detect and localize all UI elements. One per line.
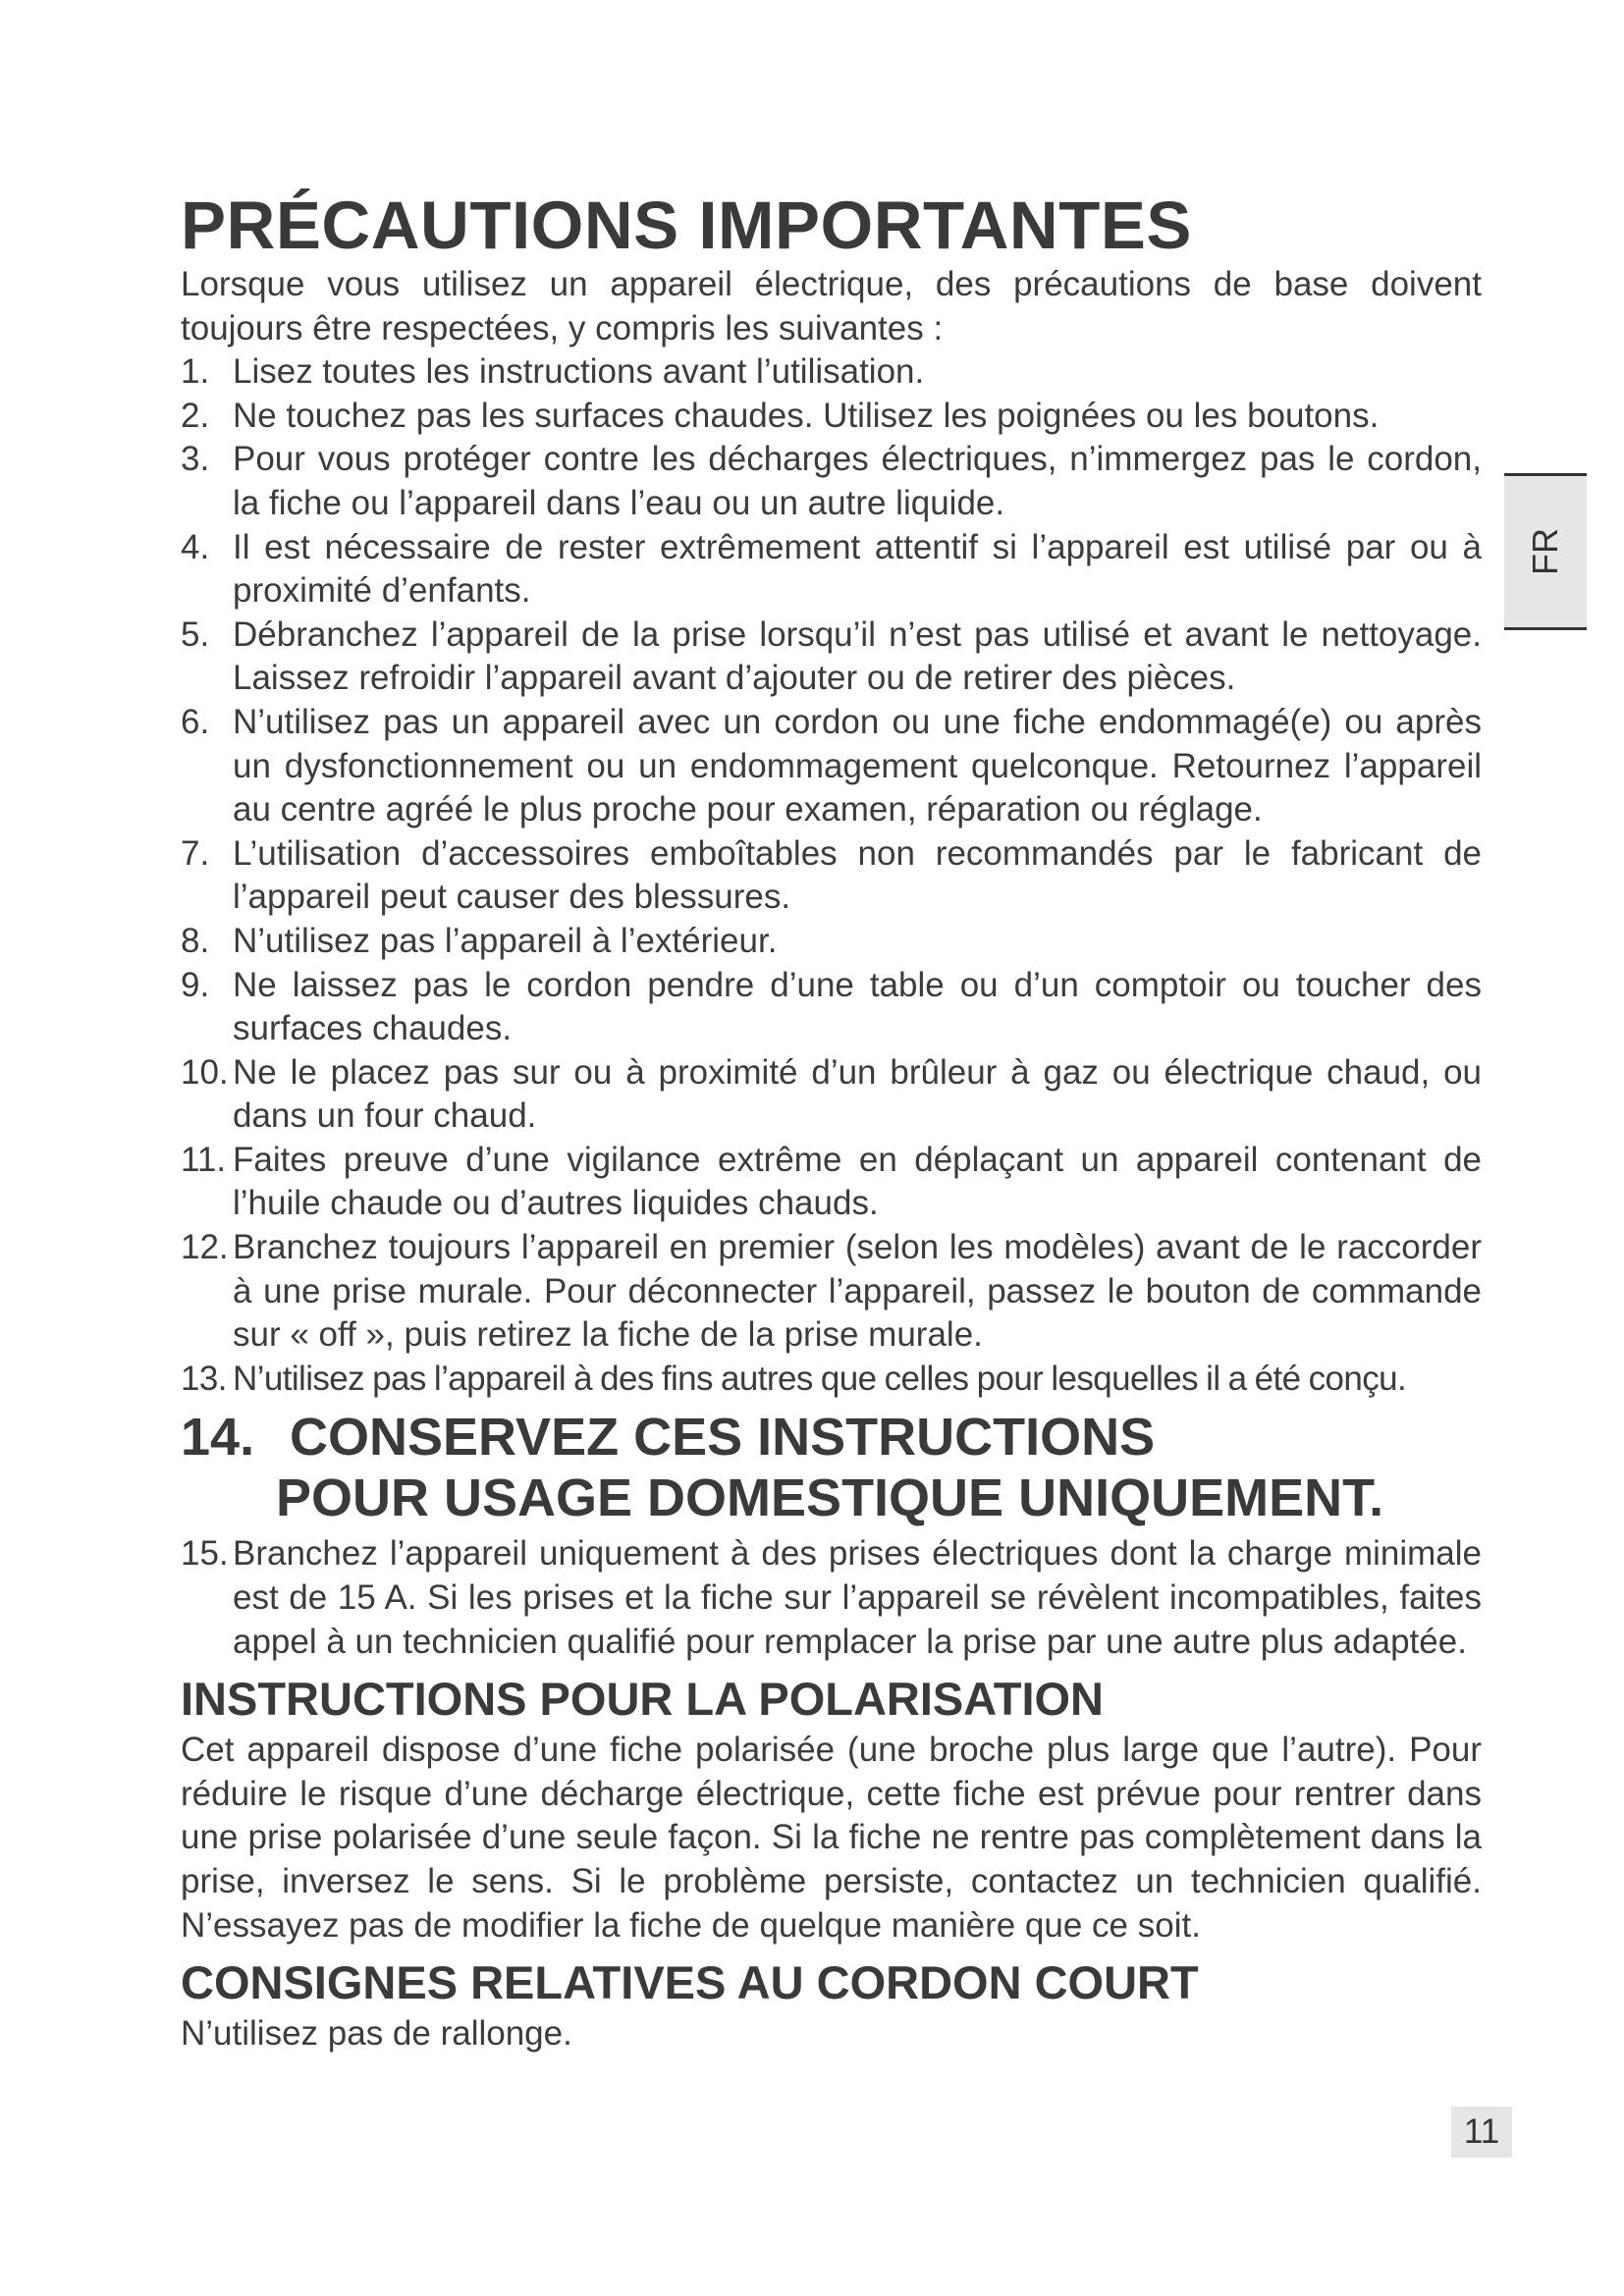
item-text: Lisez toutes les instructions avant l’utilisation. bbox=[233, 352, 925, 392]
list-item bbox=[181, 1051, 1482, 1139]
item-text: Branchez l’appareil uniquement à des prises électriques dont la charge minimale est de 15 A. Si les prises et la fiche sur l’appareil se révèlent incompatibles, faites appel à un technicien qualifié pour remplacer la prise par une autre plus adaptée. bbox=[233, 1534, 1482, 1661]
page-title: PRÉCAUTIONS IMPORTANTES bbox=[181, 187, 1192, 263]
short-cord-text: N’utilisez pas de rallonge. bbox=[181, 2014, 572, 2054]
page-number: 11 bbox=[1451, 2107, 1512, 2158]
item-number: 10. bbox=[181, 1052, 229, 1092]
save-instructions-heading bbox=[181, 1407, 1482, 1528]
short-cord-heading: CONSIGNES RELATIVES AU CORDON COURT bbox=[181, 1956, 1199, 2009]
item-text: Il est nécessaire de rester extrêmement attentif si l’appareil est utilisé par ou à proximité d’enfants. bbox=[233, 527, 1482, 611]
list-item bbox=[181, 920, 1482, 964]
item-text: N’utilisez pas l’appareil à l’extérieur. bbox=[233, 921, 778, 960]
item-number: 5. bbox=[181, 614, 210, 654]
list-item bbox=[181, 350, 1482, 395]
item-number: 12. bbox=[181, 1228, 229, 1267]
list-item bbox=[181, 1226, 1482, 1358]
list-item bbox=[181, 832, 1482, 920]
item-number: 6. bbox=[181, 702, 210, 741]
heading-line: POUR USAGE DOMESTIQUE UNIQUEMENT. bbox=[276, 1468, 1384, 1528]
item-number: 8. bbox=[181, 921, 210, 960]
item-text: N’utilisez pas un appareil avec un cordon ou une fiche endommagé(e) ou après un dysfonctionnement ou un endommagement quelconque. Retournez l’appareil au centre agréé le plus proche pour examen, réparation ou réglage. bbox=[233, 702, 1482, 829]
item-number: 14. bbox=[181, 1408, 255, 1468]
item-text: L’utilisation d’accessoires emboîtables non recommandés par le fabricant de l’appareil peut causer des blessures. bbox=[233, 833, 1482, 917]
polarisation-text: Cet appareil dispose d’une fiche polarisée (une broche plus large que l’autre). Pour réduire le risque d’une décharge électrique, cette fiche est prévue pour rentrer dans une prise polarisée d’une seule façon. Si la fiche ne rentre pas complètement dans la prise, inversez le sens. Si le problème persiste, contactez un technicien qualifié. N’essayez pas de modifier la fiche de quelque manière que ce soit. bbox=[181, 1731, 1482, 1945]
list-item bbox=[181, 1532, 1482, 1664]
list-item bbox=[181, 964, 1482, 1051]
item-text: Pour vous protéger contre les décharges électriques, n’immergez pas le cordon, la fiche ou l’appareil dans l’eau ou un autre liquide. bbox=[233, 440, 1482, 522]
list-item bbox=[181, 614, 1482, 701]
item-number: 1. bbox=[181, 352, 210, 392]
item-text: Ne touchez pas les surfaces chaudes. Utilisez les poignées ou les boutons. bbox=[233, 396, 1380, 435]
item-number: 9. bbox=[181, 965, 210, 1004]
list-item bbox=[181, 438, 1482, 525]
page-content bbox=[181, 188, 1482, 2056]
item-number: 15. bbox=[181, 1534, 229, 1574]
list-item bbox=[181, 1139, 1482, 1226]
list-item bbox=[181, 526, 1482, 614]
precautions-list bbox=[181, 350, 1482, 1401]
item-number: 2. bbox=[181, 396, 210, 435]
item-number: 7. bbox=[181, 833, 210, 873]
item-text: Ne laissez pas le cordon pendre d’une table ou d’un comptoir ou toucher des surfaces chaudes. bbox=[233, 965, 1482, 1048]
language-label: FR bbox=[1525, 528, 1565, 575]
polarisation-heading: INSTRUCTIONS POUR LA POLARISATION bbox=[181, 1673, 1104, 1726]
heading-line: CONSERVEZ CES INSTRUCTIONS bbox=[290, 1408, 1156, 1468]
intro-text: Lorsque vous utilisez un appareil électrique, des précautions de base doivent toujours être respectées, y compris les suivantes : bbox=[181, 265, 1482, 347]
language-tab bbox=[1504, 473, 1587, 630]
item-number: 11. bbox=[181, 1140, 227, 1179]
item-text: Ne le placez pas sur ou à proximité d’un brûleur à gaz ou électrique chaud, ou dans un four chaud. bbox=[233, 1052, 1482, 1136]
item-text: Faites preuve d’une vigilance extrême en déplaçant un appareil contenant de l’huile chaude ou d’autres liquides chauds. bbox=[233, 1140, 1482, 1223]
list-item bbox=[181, 1358, 1482, 1402]
item-text: N’utilisez pas l’appareil à des fins autres que celles pour lesquelles il a été conçu. bbox=[233, 1359, 1407, 1398]
list-item bbox=[181, 395, 1482, 439]
item-number: 4. bbox=[181, 527, 210, 566]
precautions-list-continued bbox=[181, 1532, 1482, 1664]
item-text: Branchez toujours l’appareil en premier (selon les modèles) avant de le raccorder à une prise murale. Pour déconnecter l’appareil, passez le bouton de commande sur « off », puis retirez la fiche de la prise murale. bbox=[233, 1228, 1482, 1355]
list-item bbox=[181, 701, 1482, 832]
item-number: 13. bbox=[181, 1359, 227, 1398]
item-text: Débranchez l’appareil de la prise lorsqu’il n’est pas utilisé et avant le nettoyage. Laissez refroidir l’appareil avant d’ajouter ou de retirer des pièces. bbox=[233, 614, 1482, 698]
item-number: 3. bbox=[181, 440, 210, 479]
